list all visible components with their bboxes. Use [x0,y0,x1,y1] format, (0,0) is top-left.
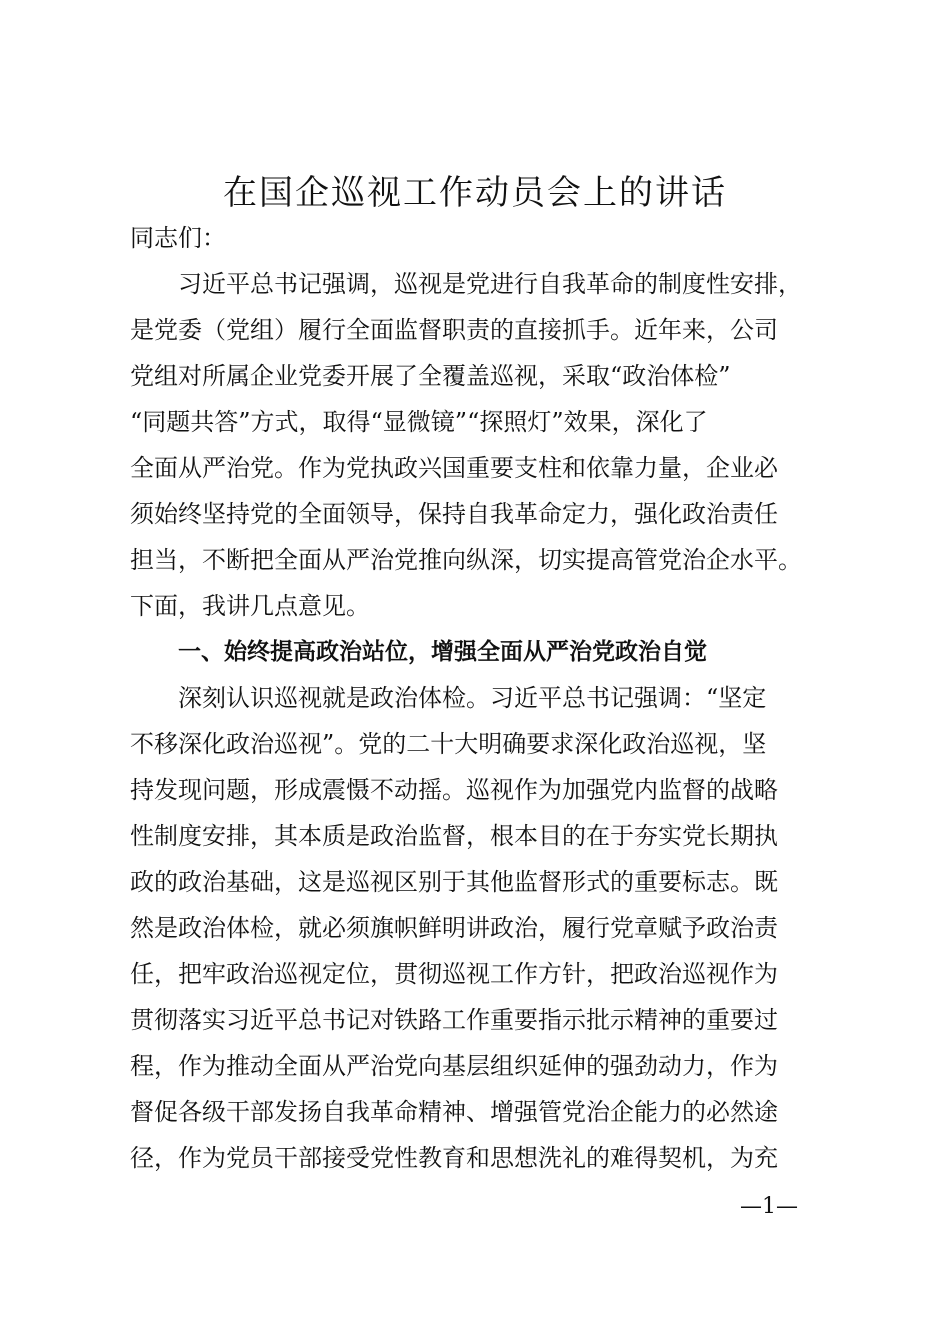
paragraph-line: 程，作为推动全面从严治党向基层组织延伸的强劲动力，作为 [130,1052,778,1080]
paragraph-2 [130,675,830,1181]
paragraph-line: 贯彻落实习近平总书记对铁路工作重要指示批示精神的重要过 [130,1006,778,1034]
paragraph-line: 性制度安排，其本质是政治监督，根本目的在于夯实党长期执 [130,822,778,850]
paragraph-line: “同题共答”方式，取得“显微镜”“探照灯”效果，深化了 [130,408,708,436]
paragraph-line: 督促各级干部发扬自我革命精神、增强管党治企能力的必然途 [130,1098,778,1126]
paragraph-line: 深刻认识巡视就是政治体检。习近平总书记强调：“坚定 [178,684,767,712]
page-number: —1— [740,1194,798,1219]
paragraph-line: 径，作为党员干部接受党性教育和思想洗礼的难得契机，为充 [130,1144,778,1172]
section-heading: 一、始终提高政治站位，增强全面从严治党政治自觉 [178,639,707,665]
paragraph-line: 习近平总书记强调，巡视是党进行自我革命的制度性安排， [178,270,802,298]
document-body [130,215,830,1181]
paragraph-line: 政的政治基础，这是巡视区别于其他监督形式的重要标志。既 [130,868,778,896]
salutation: 同志们： [130,224,226,252]
paragraph-line: 须始终坚持党的全面领导，保持自我革命定力，强化政治责任 [130,500,778,528]
paragraph-line: 然是政治体检，就必须旗帜鲜明讲政治，履行党章赋予政治责 [130,914,778,942]
paragraph-line: 党组对所属企业党委开展了全覆盖巡视，采取“政治体检” [130,362,731,390]
paragraph-1 [130,261,830,629]
paragraph-line: 担当，不断把全面从严治党推向纵深，切实提高管党治企水平。 [130,546,802,574]
paragraph-line: 持发现问题，形成震慑不动摇。巡视作为加强党内监督的战略 [130,776,778,804]
paragraph-line: 全面从严治党。作为党执政兴国重要支柱和依靠力量，企业必 [130,454,778,482]
document-title: 在国企巡视工作动员会上的讲话 [223,173,727,213]
paragraph-line: 不移深化政治巡视”。党的二十大明确要求深化政治巡视，坚 [130,730,767,758]
paragraph-line: 下面，我讲几点意见。 [130,592,370,620]
paragraph-line: 任，把牢政治巡视定位，贯彻巡视工作方针，把政治巡视作为 [130,960,778,988]
paragraph-line: 是党委（党组）履行全面监督职责的直接抓手。近年来，公司 [130,316,778,344]
